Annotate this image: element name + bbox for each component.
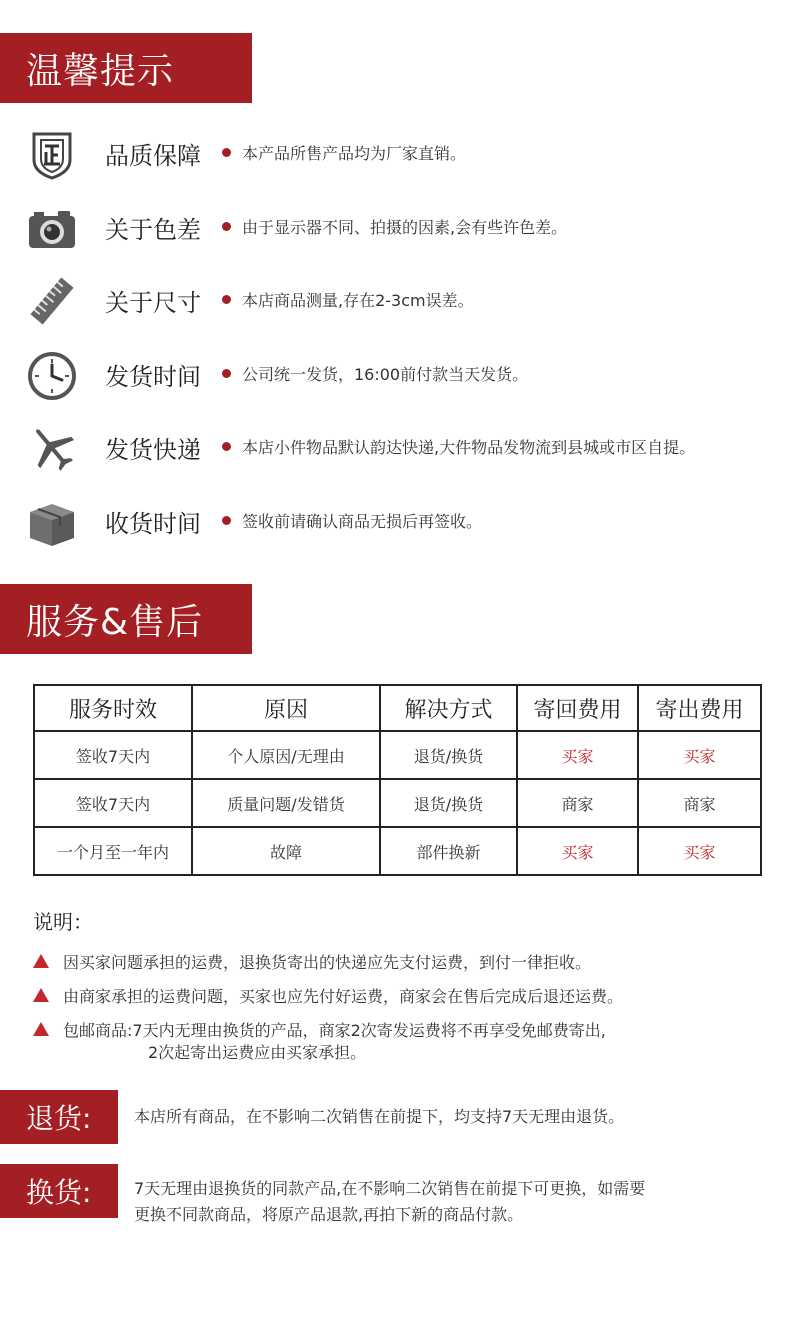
table-row (34, 779, 761, 827)
bullet-dot (222, 516, 231, 525)
tip-desc: 公司统一发货，16:00前付款当天发货。 (242, 365, 529, 384)
table-cell: 个人原因/无理由 (192, 731, 380, 779)
table-header: 服务时效 (34, 685, 192, 731)
exchange-text-line: 更换不同款商品，将原产品退款,再拍下新的商品付款。 (134, 1205, 524, 1224)
table-header: 寄出费用 (638, 685, 761, 731)
camera-icon (26, 202, 78, 254)
table-cell: 签收7天内 (34, 731, 192, 779)
section-title: 温馨提示 (26, 50, 175, 92)
returns-tag (0, 1090, 118, 1144)
table-cell: 买家 (638, 731, 761, 779)
table-cell: 买家 (638, 827, 761, 875)
table-cell: 买家 (517, 731, 638, 779)
table-cell: 部件换新 (380, 827, 517, 875)
tip-row-size (0, 271, 790, 331)
tip-title: 发货时间 (105, 363, 201, 391)
tip-row-ship-time (0, 345, 790, 405)
table-header: 寄回费用 (517, 685, 638, 731)
table-cell: 退货/换货 (380, 779, 517, 827)
clock-icon (26, 349, 78, 401)
tip-row-receive (0, 492, 790, 552)
bullet-dot (222, 295, 231, 304)
tip-title: 发货快递 (105, 436, 201, 464)
tip-desc: 由于显示器不同、拍摄的因素,会有些许色差。 (242, 218, 568, 237)
section-banner-service (0, 584, 252, 654)
table-cell: 质量问题/发错货 (192, 779, 380, 827)
tip-title: 关于尺寸 (105, 289, 201, 317)
exchange-text-line: 7天无理由退换货的同款产品,在不影响二次销售在前提下可更换，如需要 (134, 1179, 646, 1198)
tip-title: 关于色差 (105, 216, 201, 244)
note-text: 2次起寄出运费应由买家承担。 (148, 1043, 367, 1062)
table-cell: 商家 (517, 779, 638, 827)
warning-triangle-icon (33, 988, 49, 1002)
table-cell: 一个月至一年内 (34, 827, 192, 875)
table-row (34, 731, 761, 779)
package-box-icon (26, 496, 78, 548)
tip-title: 收货时间 (105, 510, 201, 538)
returns-label: 退货: (26, 1102, 92, 1135)
tip-desc: 本店小件物品默认韵达快递,大件物品发物流到县城或市区自提。 (242, 438, 696, 457)
bullet-dot (222, 442, 231, 451)
tip-desc: 签收前请确认商品无损后再签收。 (242, 512, 483, 531)
tip-row-color (0, 198, 790, 258)
note-text: 包邮商品:7天内无理由换货的产品，商家2次寄发运费将不再享受免邮费寄出, (63, 1021, 606, 1040)
table-cell: 退货/换货 (380, 731, 517, 779)
bullet-dot (222, 222, 231, 231)
section-banner-tips (0, 33, 252, 103)
tip-desc: 本店商品测量,存在2-3cm误差。 (242, 291, 474, 310)
ruler-icon (26, 275, 78, 327)
note-item-continuation (148, 1042, 366, 1064)
table-cell: 签收7天内 (34, 779, 192, 827)
section-title: 服务&售后 (26, 601, 204, 643)
tip-row-courier (0, 418, 790, 478)
table-header: 原因 (192, 685, 380, 731)
exchange-text (134, 1176, 645, 1228)
tip-row-quality (0, 124, 790, 184)
tip-title: 品质保障 (105, 142, 201, 170)
warning-triangle-icon (33, 954, 49, 968)
note-item (33, 1020, 606, 1042)
note-text: 因买家问题承担的运费，退换货寄出的快递应先支付运费，到付一律拒收。 (63, 953, 592, 972)
exchange-tag (0, 1164, 118, 1218)
airplane-icon (26, 422, 78, 474)
note-item (33, 986, 623, 1008)
table-cell: 买家 (517, 827, 638, 875)
returns-text: 本店所有商品，在不影响二次销售在前提下，均支持7天无理由退货。 (134, 1107, 625, 1126)
note-text: 由商家承担的运费问题，买家也应先付好运费，商家会在售后完成后退还运费。 (63, 987, 624, 1006)
table-header-row (34, 685, 761, 731)
notes-title: 说明： (33, 910, 93, 934)
table-cell: 商家 (638, 779, 761, 827)
exchange-label: 换货: (26, 1176, 92, 1209)
note-item (33, 952, 591, 974)
table-row (34, 827, 761, 875)
table-cell: 故障 (192, 827, 380, 875)
bullet-dot (222, 148, 231, 157)
bullet-dot (222, 369, 231, 378)
genuine-shield-icon (26, 128, 78, 180)
table-header: 解决方式 (380, 685, 517, 731)
warning-triangle-icon (33, 1022, 49, 1036)
service-table (33, 684, 762, 876)
tip-desc: 本产品所售产品均为厂家直销。 (242, 144, 467, 163)
